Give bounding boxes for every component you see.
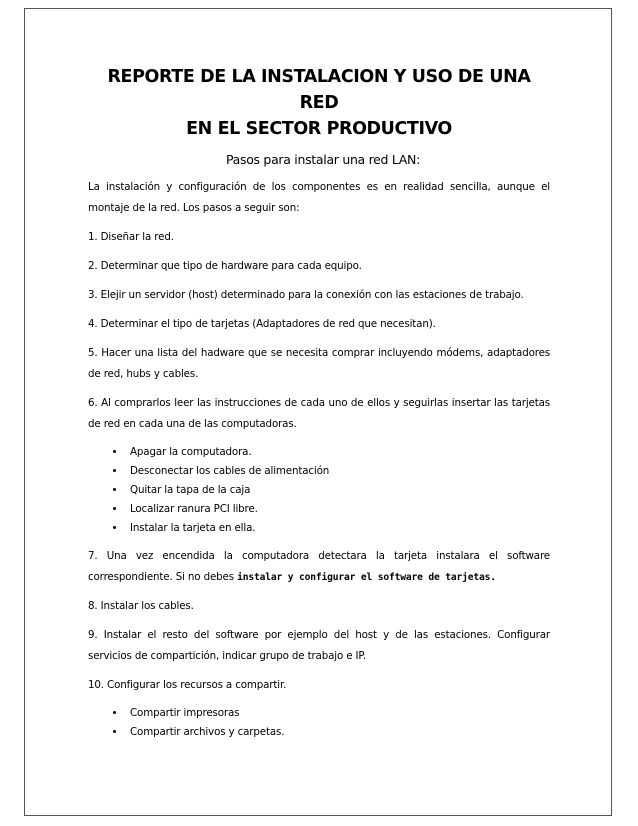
step-3: 3. Elejir un servidor (host) determinado para la conexión con las estaciones de trabajo. xyxy=(88,289,524,301)
step-9: 9. Instalar el resto del software por ejemplo del host y de las estaciones. Configurar servicios de compartición, indicar grupo de trabajo e IP. xyxy=(88,629,550,662)
step-7-emphasis: instalar y configurar el software de tarjetas. xyxy=(237,572,496,583)
step-1: 1. Diseñar la red. xyxy=(88,231,174,243)
list-item: • Instalar la tarjeta en ella. xyxy=(126,519,550,538)
step-10: 10. Configurar los recursos a compartir. xyxy=(88,679,287,691)
document-title xyxy=(88,64,550,142)
step-6: 6. Al comprarlos leer las instrucciones de cada uno de ellos y seguirlas insertar las tarjetas de red en cada una de las computadoras. xyxy=(88,397,550,430)
list-item: • Compartir archivos y carpetas. xyxy=(126,723,550,742)
intro-paragraph: La instalación y configuración de los componentes es en realidad sencilla, aunque el montaje de la red. Los pasos a seguir son: xyxy=(88,181,550,214)
step-7 xyxy=(88,546,550,588)
step-6-bullet-list xyxy=(88,443,550,538)
list-item: • Apagar la computadora. xyxy=(126,443,550,462)
section-heading: Pasos para instalar una red LAN: xyxy=(225,152,421,167)
document-body xyxy=(88,64,550,750)
list-item: • Localizar ranura PCI libre. xyxy=(126,500,550,519)
step-10-bullet-list xyxy=(88,704,550,742)
step-2: 2. Determinar que tipo de hardware para cada equipo. xyxy=(88,260,362,272)
title-line-2: EN EL SECTOR PRODUCTIVO xyxy=(186,119,452,139)
step-7-text: 7. Una vez encendida la computadora detectara la tarjeta instalara el software correspondiente. Si no debes xyxy=(88,550,550,583)
title-line-1: REPORTE DE LA INSTALACION Y USO DE UNA RED xyxy=(107,67,531,113)
list-item: • Desconectar los cables de alimentación xyxy=(126,462,550,481)
list-item: • Quitar la tapa de la caja xyxy=(126,481,550,500)
step-5: 5. Hacer una lista del hadware que se necesita comprar incluyendo módems, adaptadores de red, hubs y cables. xyxy=(88,347,550,380)
step-4: 4. Determinar el tipo de tarjetas (Adaptadores de red que necesitan). xyxy=(88,318,436,330)
step-8: 8. Instalar los cables. xyxy=(88,600,194,612)
list-item: • Compartir impresoras xyxy=(126,704,550,723)
